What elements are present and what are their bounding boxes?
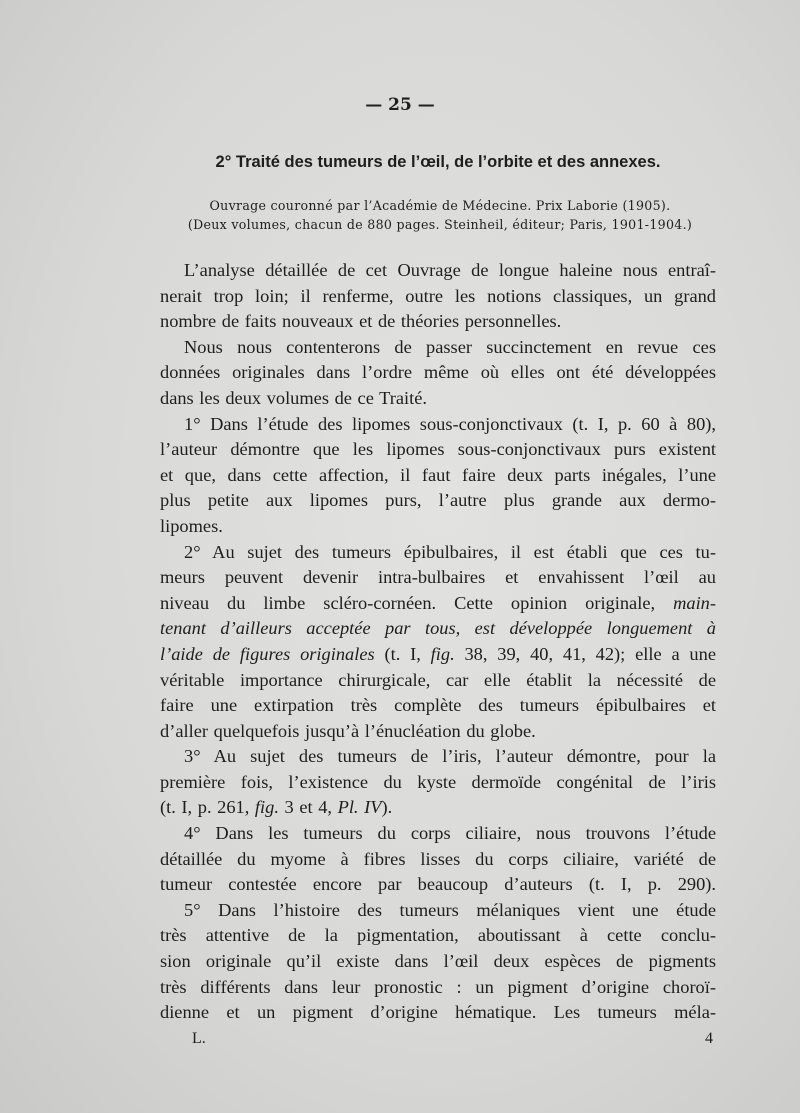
italic-text: fig.	[254, 797, 279, 818]
text-segment: nerait trop loin; il renferme, outre les notions classiques, un grand	[160, 285, 716, 306]
text-line	[160, 923, 716, 949]
text-segment: 38, 39, 40, 41, 42); elle a une	[454, 643, 716, 664]
text-segment: niveau du limbe scléro-cornéen. Cette opinion originale,	[160, 592, 674, 613]
text-segment: Nous nous contenterons de passer succinctement en revue ces	[184, 336, 716, 357]
italic-text: fig.	[430, 643, 455, 664]
text-line	[160, 412, 716, 438]
body-text	[160, 258, 716, 1026]
section-subtitle-award: Ouvrage couronné par l’Académie de Médecine. Prix Laborie (1905).	[209, 198, 671, 213]
text-segment: très différents dans leur pronostic : un pigment d’origine choroï-	[160, 976, 716, 997]
text-line	[160, 719, 716, 745]
text-segment: lipomes.	[160, 515, 223, 536]
text-segment: véritable importance chirurgicale, car elle établit la nécessité de	[160, 669, 716, 690]
text-segment: 4° Dans les tumeurs du corps ciliaire, nous trouvons l’étude	[184, 823, 716, 844]
italic-text: l’aide de figures originales	[160, 643, 375, 664]
text-line	[160, 821, 716, 847]
text-line	[160, 949, 716, 975]
text-line	[160, 309, 716, 335]
text-line	[160, 437, 716, 463]
text-line	[160, 770, 716, 796]
text-line	[160, 565, 716, 591]
text-line	[160, 898, 716, 924]
text-line	[160, 668, 716, 694]
text-line	[160, 360, 716, 386]
text-line	[160, 693, 716, 719]
text-line	[160, 284, 716, 310]
text-segment: ).	[381, 797, 393, 818]
text-line	[160, 642, 716, 668]
text-segment: 3° Au sujet des tumeurs de l’iris, l’auteur démontre, pour la	[184, 746, 716, 767]
text-segment: (t. I,	[374, 643, 431, 664]
text-segment: 5° Dans l’histoire des tumeurs mélaniques vient une étude	[184, 899, 716, 920]
section-subtitle-publication: (Deux volumes, chacun de 880 pages. Steinheil, éditeur; Paris, 1901-1904.)	[187, 217, 693, 232]
footer-signature: L.	[192, 1030, 206, 1047]
text-line	[160, 514, 716, 540]
text-segment: plus petite aux lipomes purs, l’autre plus grande aux dermo-	[160, 490, 716, 511]
text-segment: très attentive de la pigmentation, aboutissant à cette conclu-	[160, 925, 716, 946]
text-line	[160, 463, 716, 489]
text-segment: 2° Au sujet des tumeurs épibulbaires, il est établi que ces tu-	[184, 541, 716, 562]
text-segment: L’analyse détaillée de cet Ouvrage de longue haleine nous entraî-	[184, 260, 716, 280]
text-line	[160, 540, 716, 566]
text-line	[160, 1000, 716, 1026]
text-segment: première fois, l’existence du kyste dermoïde congénital de l’iris	[160, 771, 716, 792]
text-segment: (t. I, p. 261,	[160, 797, 255, 818]
text-line	[160, 488, 716, 514]
text-segment: dans les deux volumes de ce Traité.	[160, 387, 427, 408]
text-segment: données originales dans l’ordre même où elles ont été développées	[160, 362, 716, 383]
text-line	[160, 258, 716, 284]
text-segment: l’auteur démontre que les lipomes sous-conjonctivaux purs existent	[160, 439, 716, 460]
text-segment: dienne et un pigment d’origine hématique. Les tumeurs méla-	[160, 1002, 716, 1023]
text-line	[160, 975, 716, 1001]
text-segment: sion originale qu’il existe dans l’œil deux espèces de pigments	[160, 951, 716, 972]
page-number: — 25 —	[365, 95, 435, 115]
text-segment: faire une extirpation très complète des tumeurs épibulbaires et	[160, 695, 716, 716]
italic-text: tenant d’ailleurs acceptée par tous, est développée longuement à	[160, 618, 716, 639]
text-segment: 3 et 4,	[278, 797, 338, 818]
section-title: 2° Traité des tumeurs de l’œil, de l’orbite et des annexes.	[215, 153, 661, 171]
text-line	[160, 847, 716, 873]
text-line	[160, 335, 716, 361]
text-line	[160, 591, 716, 617]
italic-text: Pl. IV	[337, 797, 382, 818]
text-segment: meurs peuvent devenir intra-bulbaires et envahissent l’œil au	[160, 567, 716, 588]
italic-text: main-	[673, 592, 716, 613]
footer-sheet-number: 4	[705, 1030, 713, 1047]
text-segment: détaillée du myome à fibres lisses du corps ciliaire, variété de	[160, 848, 716, 869]
text-line	[160, 616, 716, 642]
text-segment: nombre de faits nouveaux et de théories personnelles.	[160, 311, 562, 332]
text-segment: et que, dans cette affection, il faut faire deux parts inégales, l’une	[160, 464, 716, 485]
text-segment: tumeur contestée encore par beaucoup d’auteurs (t. I, p. 290).	[160, 874, 716, 895]
text-line	[160, 744, 716, 770]
text-line	[160, 795, 716, 821]
text-segment: 1° Dans l’étude des lipomes sous-conjonctivaux (t. I, p. 60 à 80),	[184, 413, 716, 434]
text-line	[160, 872, 716, 898]
text-line	[160, 386, 716, 412]
text-segment: d’aller quelquefois jusqu’à l’énucléation du globe.	[160, 720, 536, 741]
